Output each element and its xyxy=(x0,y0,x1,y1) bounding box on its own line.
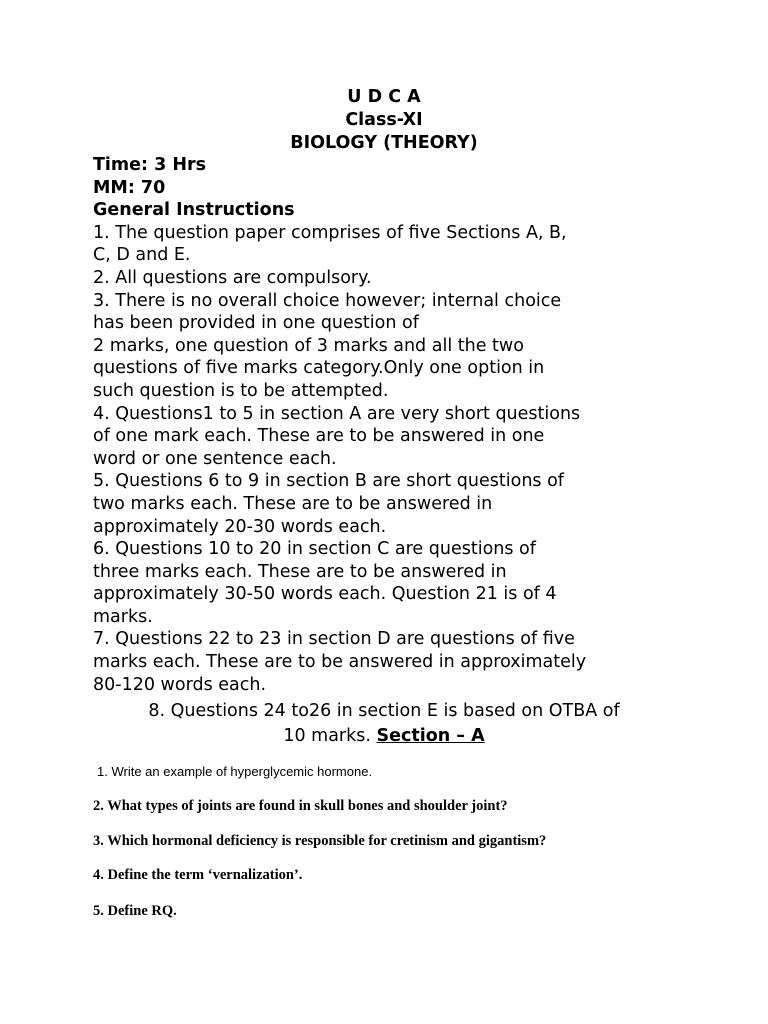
instruction-line: two marks each. These are to be answered in xyxy=(93,493,493,514)
instructions-heading: General Instructions xyxy=(93,200,295,221)
instruction-line: marks each. These are to be answered in approximately xyxy=(93,652,587,673)
instruction-line: 1. The question paper comprises of five Sections A, B, xyxy=(93,222,567,243)
instruction-line: marks. xyxy=(93,606,153,627)
instruction-8-line-1: 8. Questions 24 to26 in section E is based on OTBA of xyxy=(148,701,620,721)
question-5: 5. Define RQ. xyxy=(93,903,177,919)
paper-header xyxy=(0,86,768,155)
instruction-line: of one mark each. These are to be answered in one xyxy=(93,426,545,447)
instruction-line: 6. Questions 10 to 20 in section C are questions of xyxy=(93,539,536,560)
instruction-line: approximately 30-50 words each. Question 21 is of 4 xyxy=(93,584,557,605)
question-4: 4. Define the term ‘vernalization’. xyxy=(93,867,303,883)
instruction-line: 5. Questions 6 to 9 in section B are short questions of xyxy=(93,471,564,492)
instruction-line: approximately 20-30 words each. xyxy=(93,516,387,537)
instructions-block xyxy=(93,154,693,696)
instruction-line: such question is to be attempted. xyxy=(93,380,389,401)
question-2: 2. What types of joints are found in skull bones and shoulder joint? xyxy=(93,798,508,814)
instruction-line: 4. Questions1 to 5 in section A are very short questions xyxy=(93,403,581,424)
instruction-line: C, D and E. xyxy=(93,245,191,266)
instruction-line: three marks each. These are to be answered in xyxy=(93,561,507,582)
instruction-8-line-2 xyxy=(0,725,768,748)
class-name: Class-XI xyxy=(345,110,423,130)
max-marks-label: MM: 70 xyxy=(93,177,166,198)
instruction-line: word or one sentence each. xyxy=(93,448,337,469)
question-1: 1. Write an example of hyperglycemic hormone. xyxy=(97,764,373,779)
instruction-line: 2. All questions are compulsory. xyxy=(93,267,372,288)
school-name: U D C A xyxy=(347,87,421,107)
instruction-line: has been provided in one question of xyxy=(93,313,419,334)
instruction-line: 3. There is no overall choice however; internal choice xyxy=(93,290,562,311)
question-3: 3. Which hormonal deficiency is responsible for cretinism and gigantism? xyxy=(93,833,547,849)
time-label: Time: 3 Hrs xyxy=(93,155,207,175)
instruction-line: 2 marks, one question of 3 marks and all the two xyxy=(93,335,524,356)
instruction-line: 7. Questions 22 to 23 in section D are questions of five xyxy=(93,629,575,650)
section-a-heading: Section – A xyxy=(376,726,485,746)
instruction-8-prefix: 10 marks. xyxy=(283,726,377,746)
subject-title: BIOLOGY (THEORY) xyxy=(290,133,478,153)
instruction-line: 80-120 words each. xyxy=(93,674,267,695)
instruction-line: questions of five marks category.Only one option in xyxy=(93,358,545,379)
